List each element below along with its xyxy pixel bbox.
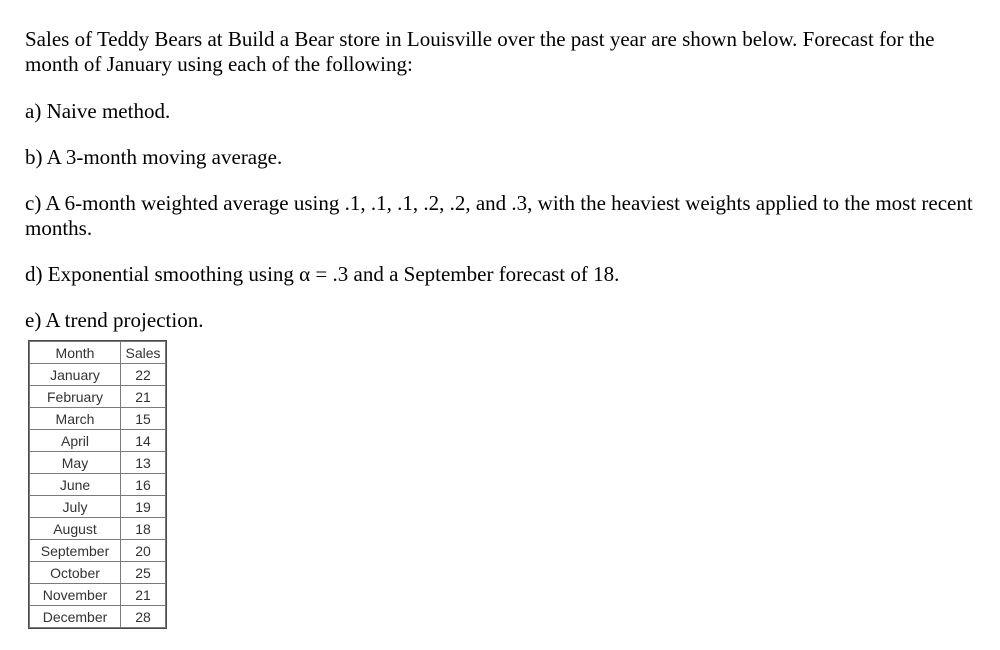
month-cell: January (30, 364, 121, 386)
sales-table-body (30, 364, 166, 628)
part-b: b) A 3-month moving average. (25, 145, 283, 169)
month-cell: February (30, 386, 121, 408)
table-row (30, 584, 166, 606)
month-cell: December (30, 606, 121, 628)
month-cell: March (30, 408, 121, 430)
table-header-row (30, 342, 166, 364)
month-cell: October (30, 562, 121, 584)
table-row (30, 606, 166, 628)
sales-cell: 13 (121, 452, 166, 474)
sales-cell: 22 (121, 364, 166, 386)
table-row (30, 430, 166, 452)
column-header-month: Month (30, 342, 121, 364)
month-cell: June (30, 474, 121, 496)
month-cell: May (30, 452, 121, 474)
sales-cell: 20 (121, 540, 166, 562)
table-row (30, 364, 166, 386)
month-cell: August (30, 518, 121, 540)
sales-cell: 25 (121, 562, 166, 584)
table-row (30, 562, 166, 584)
sales-cell: 18 (121, 518, 166, 540)
problem-document (25, 27, 985, 628)
sales-cell: 16 (121, 474, 166, 496)
part-a: a) Naive method. (25, 99, 171, 123)
column-header-sales: Sales (121, 342, 166, 364)
sales-cell: 28 (121, 606, 166, 628)
sales-cell: 21 (121, 584, 166, 606)
table-row (30, 496, 166, 518)
sales-cell: 15 (121, 408, 166, 430)
part-c: c) A 6-month weighted average using .1, .1, .1, .2, .2, and .3, with the heaviest weights applied to the most recent months. (25, 191, 973, 240)
problem-intro: Sales of Teddy Bears at Build a Bear store in Louisville over the past year are shown below. Forecast for the month of January using each of the following: (25, 27, 935, 76)
table-row (30, 452, 166, 474)
month-cell: September (30, 540, 121, 562)
month-cell: April (30, 430, 121, 452)
sales-cell: 19 (121, 496, 166, 518)
table-row (30, 386, 166, 408)
month-cell: July (30, 496, 121, 518)
table-row (30, 474, 166, 496)
sales-cell: 14 (121, 430, 166, 452)
table-row (30, 518, 166, 540)
part-e: e) A trend projection. (25, 308, 204, 332)
sales-cell: 21 (121, 386, 166, 408)
month-cell: November (30, 584, 121, 606)
table-row (30, 540, 166, 562)
part-d: d) Exponential smoothing using α = .3 and a September forecast of 18. (25, 262, 620, 286)
sales-table (29, 341, 166, 628)
table-row (30, 408, 166, 430)
